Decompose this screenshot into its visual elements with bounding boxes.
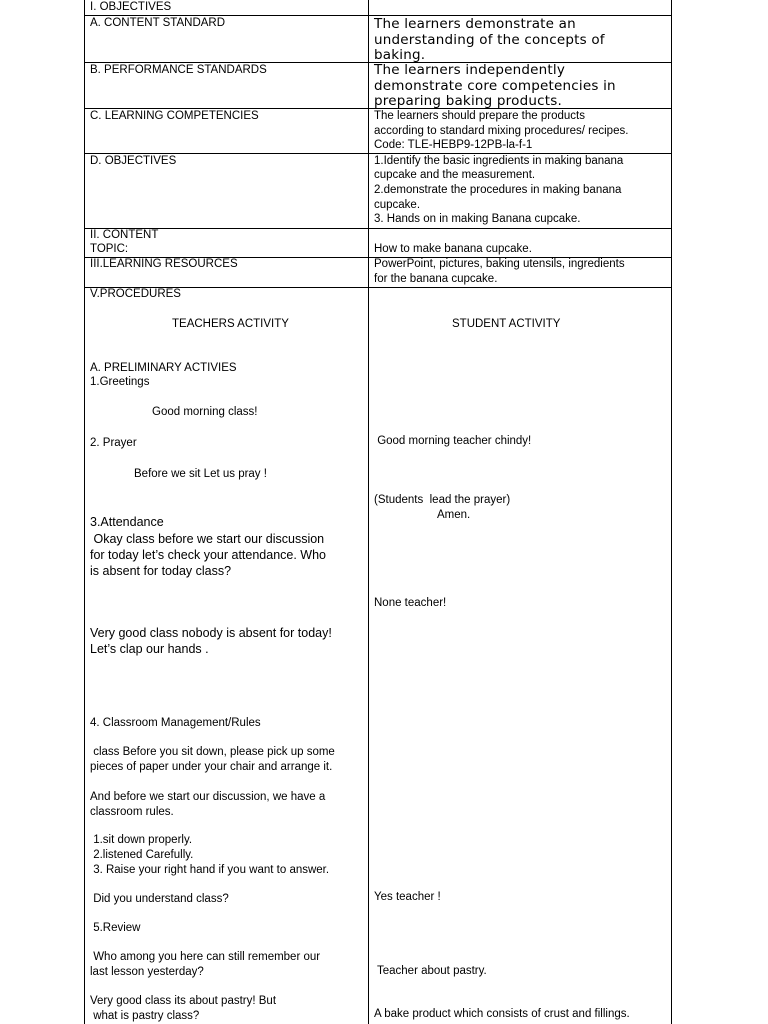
objective-line: 1.Identify the basic ingredients in making banana	[374, 155, 624, 167]
review-heading: 5.Review	[90, 922, 141, 934]
teacher-pray: Before we sit Let us pray !	[134, 468, 267, 480]
pick-up-line: class Before you sit down, please pick up some	[90, 746, 335, 758]
student-lead-prayer: (Students lead the prayer)	[374, 494, 511, 506]
rule-item: 3. Raise your right hand if you want to answer.	[90, 864, 330, 876]
greetings-heading: 1.Greetings	[90, 376, 150, 388]
remember-line: last lesson yesterday?	[90, 966, 204, 978]
objective-line: cupcake and the measurement.	[374, 169, 536, 181]
topic-label: TOPIC:	[90, 243, 129, 255]
lesson-plan-table	[84, 0, 672, 1024]
content-standard-text: The learners demonstrate an understanding of the concepts of baking.	[374, 16, 610, 63]
learning-resources-row	[85, 258, 671, 288]
nobody-absent-line: Very good class nobody is absent for today!	[90, 626, 332, 640]
competency-line: according to standard mixing procedures/ recipes.	[374, 125, 629, 137]
objectives-header-row	[85, 0, 671, 16]
learning-resources-label: III.LEARNING RESOURCES	[90, 258, 238, 270]
objective-line: 2.demonstrate the procedures in making banana	[374, 184, 622, 196]
learning-competencies-label: C. LEARNING COMPETENCIES	[90, 110, 259, 122]
rule-item: 2.listened Carefully.	[90, 849, 194, 861]
student-activity-header: STUDENT ACTIVITY	[452, 318, 561, 330]
procedures-section	[85, 288, 671, 1024]
rule-item: 1.sit down properly.	[90, 834, 193, 846]
classroom-management-heading: 4. Classroom Management/Rules	[90, 717, 261, 729]
performance-standards-label: B. PERFORMANCE STANDARDS	[90, 64, 267, 76]
rules-intro-line: And before we start our discussion, we have a	[90, 791, 326, 803]
attendance-heading: 3.Attendance	[90, 515, 164, 529]
rules-intro-line: classroom rules.	[90, 806, 174, 818]
student-none: None teacher!	[374, 597, 447, 609]
performance-standards-row	[85, 63, 671, 109]
objectives-label: D. OBJECTIVES	[90, 155, 177, 167]
prayer-heading: 2. Prayer	[90, 437, 137, 449]
competency-line: The learners should prepare the products	[374, 110, 585, 122]
competency-code: Code: TLE-HEBP9-12PB-la-f-1	[374, 139, 533, 151]
student-about-pastry: Teacher about pastry.	[374, 965, 487, 977]
pastry-line: what is pastry class?	[90, 1010, 200, 1022]
attendance-line: Okay class before we start our discussion	[90, 532, 325, 546]
nobody-absent-line: Let’s clap our hands .	[90, 642, 209, 656]
performance-standards-text: The learners independently demonstrate core competencies in preparing baking products.	[374, 62, 621, 109]
teacher-good-morning: Good morning class!	[152, 406, 258, 418]
student-good-morning: Good morning teacher chindy!	[374, 435, 532, 447]
pick-up-line: pieces of paper under your chair and arrange it.	[90, 761, 333, 773]
preliminary-activities: A. PRELIMINARY ACTIVIES	[90, 362, 237, 374]
resources-line: PowerPoint, pictures, baking utensils, ingredients	[374, 258, 625, 270]
pastry-line: Very good class its about pastry! But	[90, 995, 277, 1007]
attendance-line: for today let’s check your attendance. Who	[90, 548, 327, 562]
procedures-label: V.PROCEDURES	[90, 288, 181, 300]
student-bake-product: A bake product which consists of crust and fillings.	[374, 1008, 630, 1020]
student-yes: Yes teacher !	[374, 891, 441, 903]
content-standard-row	[85, 16, 671, 63]
content-row	[85, 229, 671, 258]
understand-question: Did you understand class?	[90, 893, 229, 905]
objectives-header: I. OBJECTIVES	[90, 1, 172, 13]
learning-competencies-row	[85, 109, 671, 154]
objectives-row	[85, 154, 671, 229]
attendance-line: is absent for today class?	[90, 564, 232, 578]
objective-line: cupcake.	[374, 199, 421, 211]
student-amen: Amen.	[437, 509, 471, 521]
remember-line: Who among you here can still remember our	[90, 951, 321, 963]
teachers-activity-header: TEACHERS ACTIVITY	[172, 318, 289, 330]
topic-value: How to make banana cupcake.	[374, 243, 532, 255]
objective-line: 3. Hands on in making Banana cupcake.	[374, 213, 581, 225]
content-label: II. CONTENT	[90, 229, 159, 241]
content-standard-label: A. CONTENT STANDARD	[90, 17, 226, 29]
resources-line: for the banana cupcake.	[374, 273, 498, 285]
